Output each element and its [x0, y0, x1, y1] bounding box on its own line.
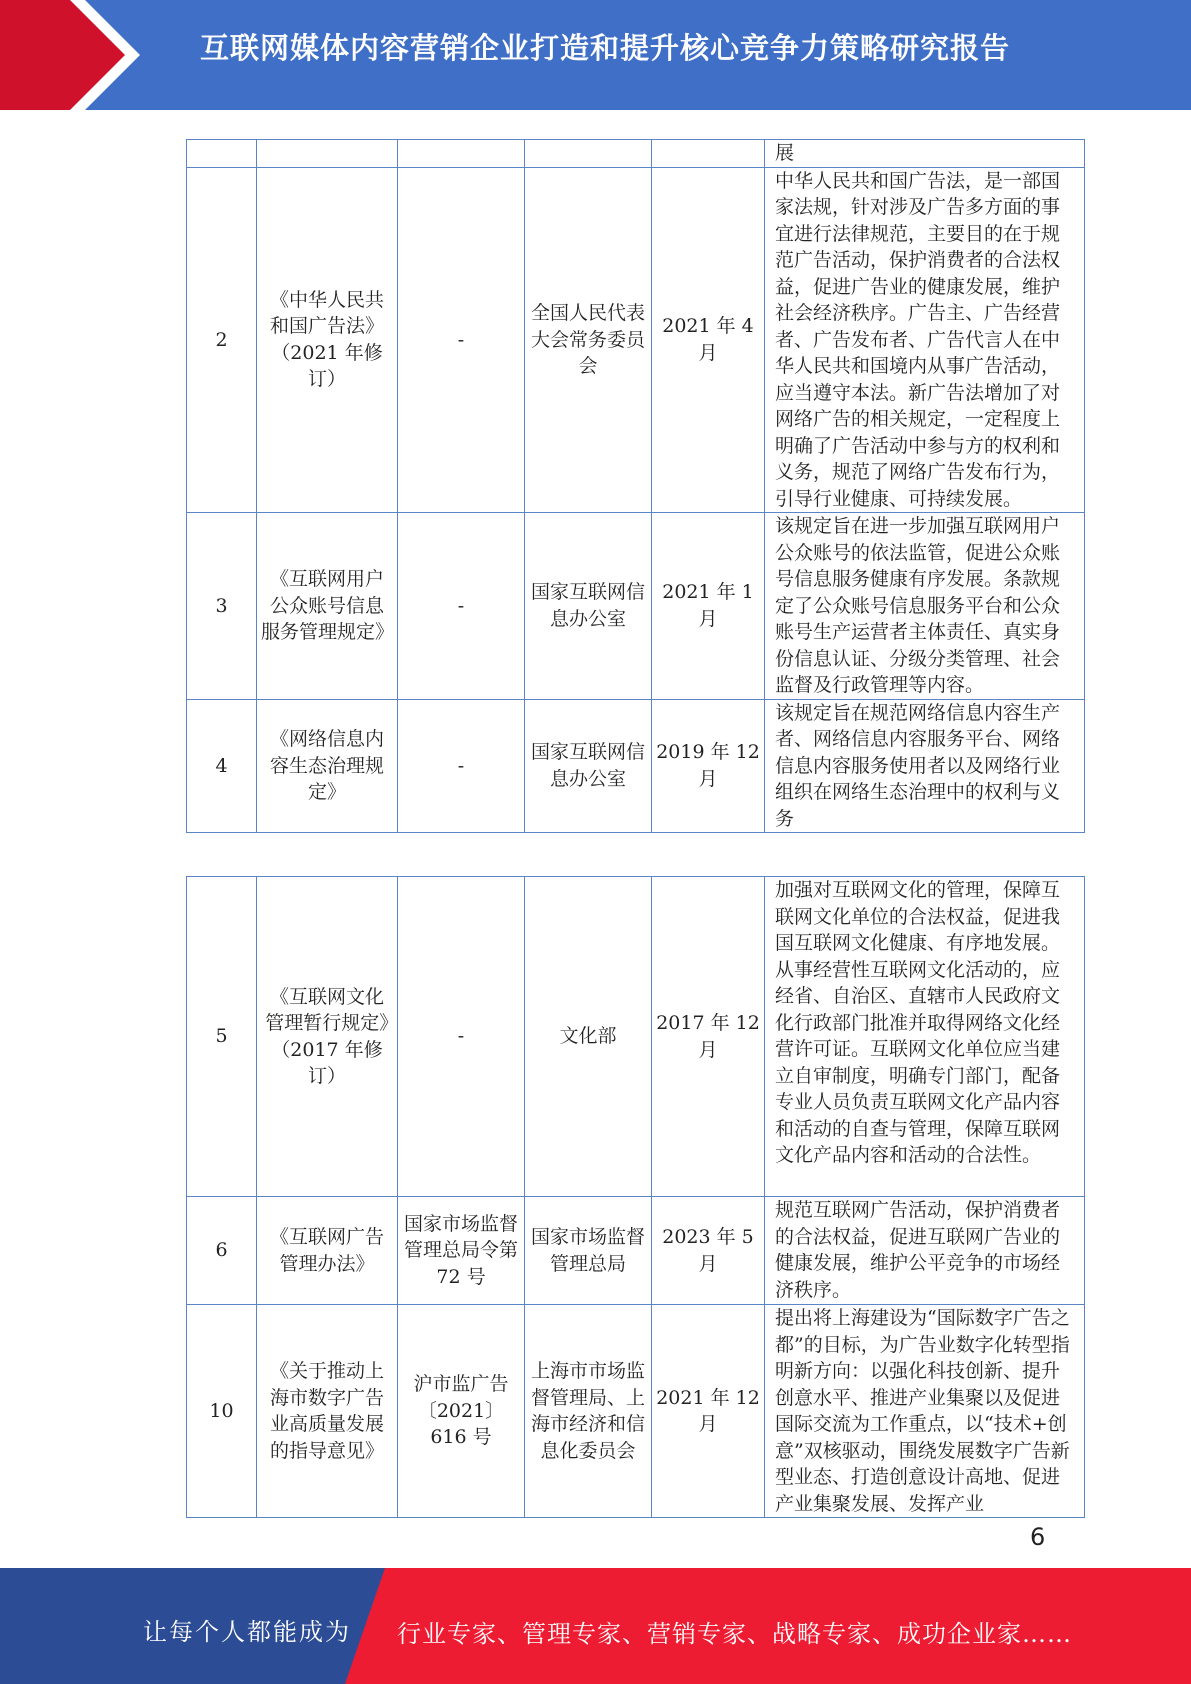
issue-date: 2021 年 1 月	[652, 513, 765, 700]
regulation-name: 《关于推动上海市数字广告业高质量发展的指导意见》	[257, 1305, 398, 1518]
regulation-name: 《中华人民共和国广告法》（2021 年修订）	[257, 167, 398, 513]
row-number: 4	[187, 699, 257, 833]
table-row	[187, 1197, 1085, 1305]
issue-date: 2021 年 12 月	[652, 1305, 765, 1518]
table-cell	[652, 140, 765, 168]
regulation-table-top	[186, 139, 1085, 833]
document-number: -	[398, 167, 525, 513]
description-cell: 提出将上海建设为“国际数字广告之都”的目标，为广告业数字化转型指明新方向：以强化科技创新、提升创意水平、推进产业集聚以及促进国际交流为工作重点，以“技术+创意”双核驱动，围绕发展数字广告新型业态、打造创意设计高地、促进产业集聚发展、发挥产业	[765, 1305, 1085, 1518]
issuing-authority: 国家市场监督管理总局	[525, 1197, 652, 1305]
description-cell: 加强对互联网文化的管理，保障互联网文化单位的合法权益，促进我国互联网文化健康、有序地发展。从事经营性互联网文化活动的，应经省、自治区、直辖市人民政府文化行政部门批准并取得网络文化经营许可证。互联网文化单位应当建立自审制度，明确专门部门，配备专业人员负责互联网文化产品内容和活动的自查与管理，保障互联网文化产品内容和活动的合法性。	[765, 877, 1085, 1197]
issue-date: 2017 年 12 月	[652, 877, 765, 1197]
regulation-name: 《互联网广告管理办法》	[257, 1197, 398, 1305]
page-header	[0, 0, 1191, 110]
regulation-name: 《互联网文化管理暂行规定》（2017 年修订）	[257, 877, 398, 1197]
table-cell	[398, 140, 525, 168]
description-cell: 该规定旨在进一步加强互联网用户公众账号的依法监管，促进公众账号信息服务健康有序发展。条款规定了公众账号信息服务平台和公众账号生产运营者主体责任、真实身份信息认证、分级分类管理、社会监督及行政管理等内容。	[765, 513, 1085, 700]
table-row	[187, 513, 1085, 700]
issue-date: 2023 年 5 月	[652, 1197, 765, 1305]
document-number: 沪市监广告〔2021〕616 号	[398, 1305, 525, 1518]
table-row	[187, 699, 1085, 833]
table-row	[187, 877, 1085, 1197]
regulation-table-bottom	[186, 876, 1085, 1518]
table-cell	[187, 140, 257, 168]
issuing-authority: 国家互联网信息办公室	[525, 699, 652, 833]
table-cell	[257, 140, 398, 168]
footer-slogan-right: 行业专家、管理专家、营销专家、战略专家、成功企业家……	[397, 1620, 1072, 1648]
footer-slogan-left: 让每个人都能成为	[143, 1618, 351, 1646]
issuing-authority: 文化部	[525, 877, 652, 1197]
description-cell: 规范互联网广告活动，保护消费者的合法权益，促进互联网广告业的健康发展，维护公平竞争的市场经济秩序。	[765, 1197, 1085, 1305]
row-number: 6	[187, 1197, 257, 1305]
document-number: -	[398, 699, 525, 833]
table-row	[187, 167, 1085, 513]
issuing-authority: 上海市市场监督管理局、上海市经济和信息化委员会	[525, 1305, 652, 1518]
document-number: 国家市场监督管理总局令第 72 号	[398, 1197, 525, 1305]
document-number: -	[398, 513, 525, 700]
document-number: -	[398, 877, 525, 1197]
regulation-name: 《互联网用户公众账号信息服务管理规定》	[257, 513, 398, 700]
issue-date: 2021 年 4 月	[652, 167, 765, 513]
report-title: 互联网媒体内容营销企业打造和提升核心竞争力策略研究报告	[200, 31, 1011, 65]
table-row	[187, 140, 1085, 168]
header-red-arrow-decoration	[0, 0, 150, 110]
issue-date: 2019 年 12 月	[652, 699, 765, 833]
issuing-authority: 全国人民代表大会常务委员会	[525, 167, 652, 513]
table-row	[187, 1305, 1085, 1518]
description-cell: 展	[765, 140, 1085, 168]
row-number: 10	[187, 1305, 257, 1518]
description-cell: 中华人民共和国广告法，是一部国家法规，针对涉及广告多方面的事宜进行法律规范，主要目的在于规范广告活动，保护消费者的合法权益，促进广告业的健康发展，维护社会经济秩序。广告主、广告经营者、广告发布者、广告代言人在中华人民共和国境内从事广告活动，应当遵守本法。新广告法增加了对网络广告的相关规定，一定程度上明确了广告活动中参与方的权利和义务，规范了网络广告发布行为，引导行业健康、可持续发展。	[765, 167, 1085, 513]
row-number: 3	[187, 513, 257, 700]
regulation-name: 《网络信息内容生态治理规定》	[257, 699, 398, 833]
row-number: 2	[187, 167, 257, 513]
page-number: 6	[1030, 1523, 1046, 1551]
issuing-authority: 国家互联网信息办公室	[525, 513, 652, 700]
row-number: 5	[187, 877, 257, 1197]
description-cell: 该规定旨在规范网络信息内容生产者、网络信息内容服务平台、网络信息内容服务使用者以及网络行业组织在网络生态治理中的权利与义务	[765, 699, 1085, 833]
page-footer	[0, 1568, 1191, 1684]
table-cell	[525, 140, 652, 168]
